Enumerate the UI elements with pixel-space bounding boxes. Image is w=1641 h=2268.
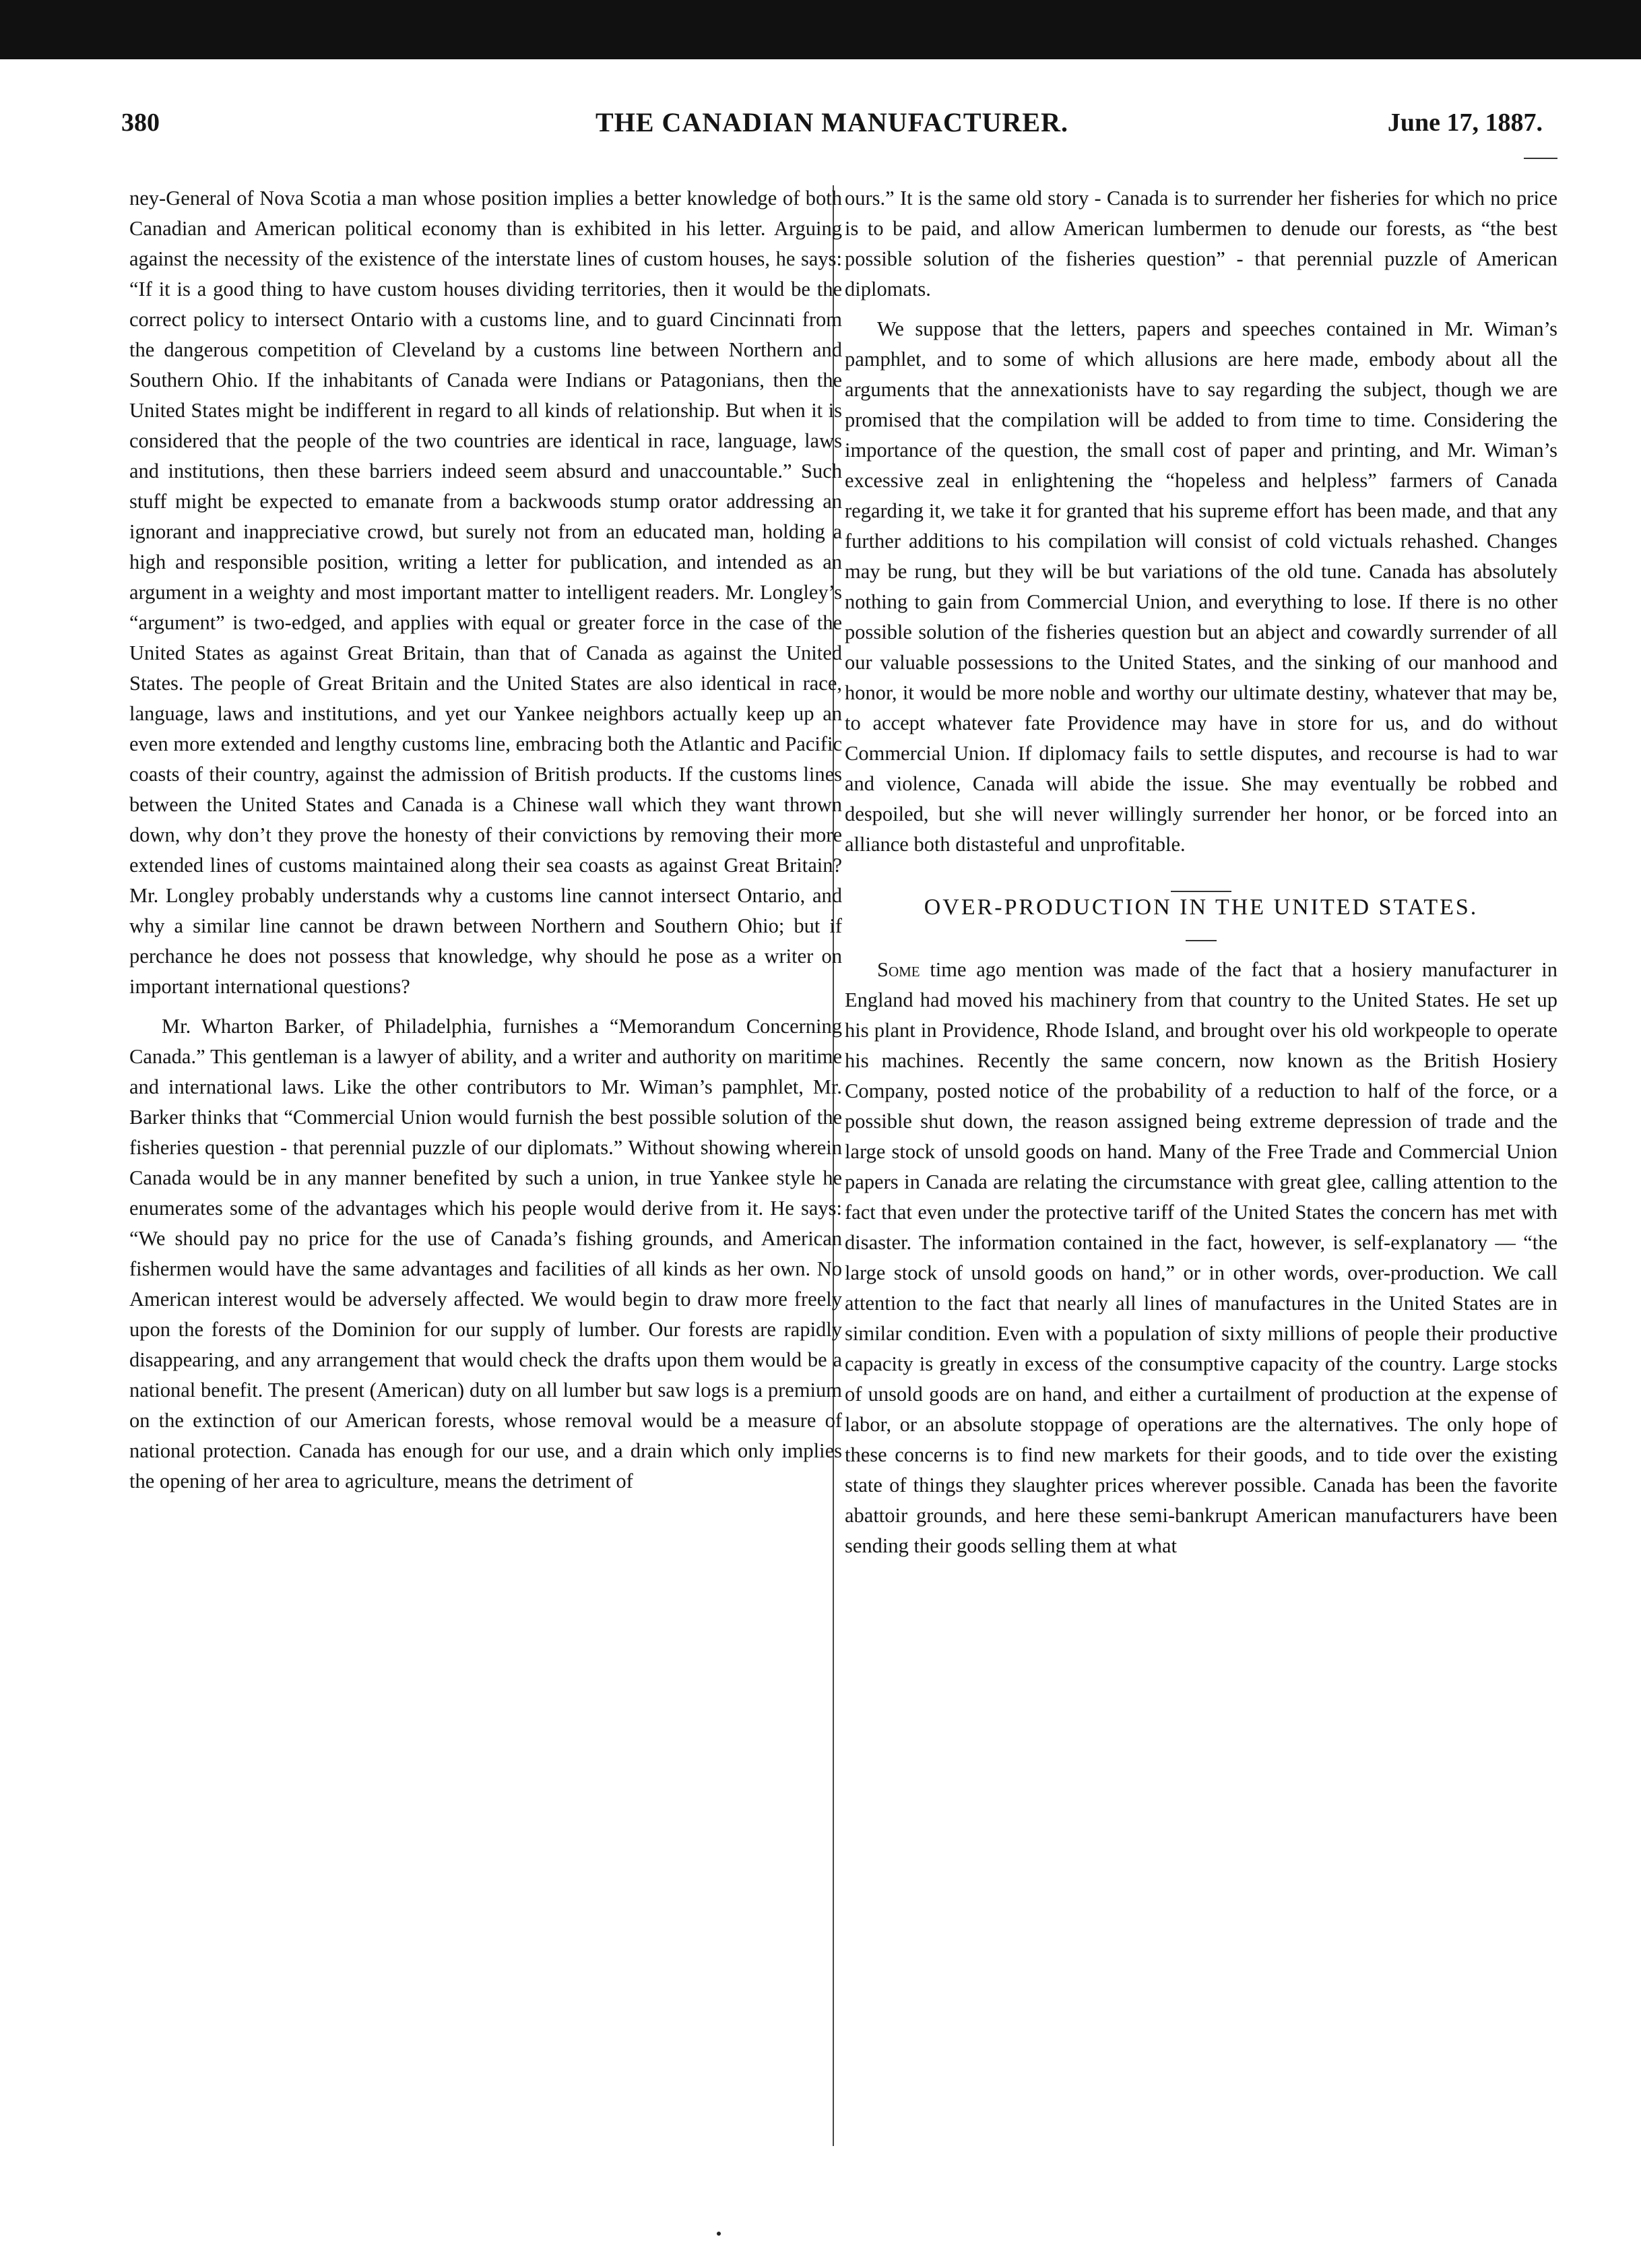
left-paragraph-2: Mr. Wharton Barker, of Philadelphia, furnishes a “Memorandum Concerning Canada.” This gentleman is a lawyer of ability, and a writer and authority on maritime and international laws. Like the other contributors to Mr. Wiman’s pamphlet, Mr. Barker thinks that “Commercial Union would furnish the best possible solution of the fisheries question - that perennial puzzle of our diplomats.” Without showing wherein Canada would be in any manner benefited by such a union, in true Yankee style he enumerates some of the advantages which his people would derive from it. He says: “We should pay no price for the use of Canada’s fishing grounds, and American fishermen would have the same advantages and facilities of all kinds as her own. No American interest would be adversely affected. We would begin to draw more freely upon the forests of the Dominion for our supply of lumber. Our forests are rapidly disappearing, and any arrangement that would check the drafts upon them would be a national benefit. The present (American) duty on all lumber but saw logs is a premium on the extinction of our American forests, whose removal would be a measure of national protection. Canada has enough for our use, and a drain which only implies the opening of her area to agriculture, means the detriment of bbox=[129, 1015, 842, 1492]
right-paragraph-3 bbox=[845, 955, 1557, 1561]
right-paragraph-2: We suppose that the letters, papers and speeches contained in Mr. Wiman’s pamphlet, and to some of which allusions are here made, embody about all the arguments that the annexationists have to say regarding the subject, though we are promised that the compilation will be added to from time to time. Considering the importance of the question, the small cost of paper and printing, and Mr. Wiman’s excessive zeal in enlightening the “hopeless and helpless” farmers of Canada regarding it, we take it for granted that his supreme effort has been made, and that any further additions to his compilation will consist of cold victuals rehashed. Changes may be rung, but they will be but variations of the old tune. Canada has absolutely nothing to gain from Commercial Union, and everything to lose. If there is no other possible solution of the fisheries question but an abject and cowardly surrender of all our valuable possessions to the United States, and the sinking of our manhood and honor, it would be more noble and worthy our ultimate destiny, whatever that may be, to accept whatever fate Providence may have in store for us, and do without Commercial Union. If diplomacy fails to settle disputes, and recourse is had to war and violence, Canada will abide the issue. She may eventually be robbed and despoiled, but she will never willingly surrender her honor, or be forced into an alliance both distasteful and unprofitable. bbox=[845, 317, 1557, 856]
right-paragraph-1: ours.” It is the same old story - Canada is to surrender her fisheries for which no price is to be paid, and allow American lumbermen to denude our forests, as “the best possible solution of the fisheries question” - that perennial puzzle of American diplomats. bbox=[845, 187, 1557, 301]
top-black-border bbox=[0, 0, 1641, 59]
left-column bbox=[129, 183, 842, 2151]
section-heading: OVER-PRODUCTION IN THE UNITED STATES. bbox=[924, 895, 1479, 920]
left-paragraph-1: ney-General of Nova Scotia a man whose position implies a better knowledge of both Canadian and American political economy than is exhibited in his letter. Arguing against the necessity of the existence of the interstate lines of custom houses, he says: “If it is a good thing to have custom houses dividing territories, then it would be the correct policy to intersect Ontario with a customs line, and to guard Cincinnati from the dangerous competition of Cleveland by a customs line between Northern and Southern Ohio. If the inhabitants of Canada were Indians or Patagonians, then the United States might be indifferent in regard to all kinds of relationship. But when it is considered that the people of the two countries are identical in race, language, laws and institutions, then these barriers indeed seem absurd and unaccountable.” Such stuff might be expected to emanate from a backwoods stump orator addressing an ignorant and inappreciative crowd, but surely not from an educated man, holding a high and responsible position, writing a letter for publication, and intended as an argument in a weighty and most important matter to intelligent readers. Mr. Longley’s “argument” is two-edged, and applies with equal or greater force in the case of the United States as against Great Britain, than that of Canada as against the United States. The people of Great Britain and the United States are also identical in race, language, laws and institutions, and yet our Yankee neighbors actually keep up an even more extended and lengthy customs line, embracing both the Atlantic and Pacific coasts of their country, against the admission of British products. If the customs lines between the United States and Canada is a Chinese wall which they want thrown down, why don’t they prove the honesty of their convictions by removing their more extended lines of customs maintained along their sea coasts as against Great Britain? Mr. Longley probably understands why a customs line cannot intersect Ontario, and why a similar line cannot be drawn between Northern and Southern Ohio; but if perchance he does not possess that knowledge, why should he pose as a writer on important international questions? bbox=[129, 187, 842, 998]
page-number: 380 bbox=[121, 108, 160, 137]
right-paragraph-3-text: time ago mention was made of the fact that a hosiery manufacturer in England had moved his machinery from that country to the United States. He set up his plant in Providence, Rhode Island, and brought over his old workpeople to operate his machines. Recently the same concern, now known as the British Hosiery Company, posted notice of the probability of a reduction to half of the force, or a possible shut down, the reason assigned being extreme depression of trade and the large stock of unsold goods on hand. Many of the Free Trade and Commercial Union papers in Canada are relating the circumstance with great glee, calling attention to the fact that even under the protective tariff of the United States the concern has met with disaster. The information contained in the fact, however, is self-explanatory — “the large stock of unsold goods on hand,” or in other words, over-production. We call attention to the fact that nearly all lines of manufactures in the United States are in similar condition. Even with a population of sixty millions of people their productive capacity is greatly in excess of the consumptive capacity of the country. Large stocks of unsold goods are on hand, and either a curtailment of production at the expense of labor, or an absolute stoppage of operations are the alternatives. The only hope of these concerns is to find new markets for their goods, and to tide over the existing state of things they slaughter prices wherever possible. Canada has been the favorite abattoir grounds, and here these semi-bankrupt American manufacturers have been sending their goods selling them at what bbox=[845, 958, 1557, 1557]
right-column bbox=[845, 183, 1557, 2151]
heading-underline-rule bbox=[1186, 940, 1217, 941]
page-header bbox=[121, 101, 1543, 141]
paragraph-lead-word: Some bbox=[877, 958, 920, 981]
page-speck bbox=[717, 2232, 721, 2236]
publication-title: THE CANADIAN MANUFACTURER. bbox=[596, 107, 1068, 137]
header-dash-mark bbox=[1524, 158, 1557, 159]
issue-date: June 17, 1887. bbox=[1387, 108, 1543, 137]
